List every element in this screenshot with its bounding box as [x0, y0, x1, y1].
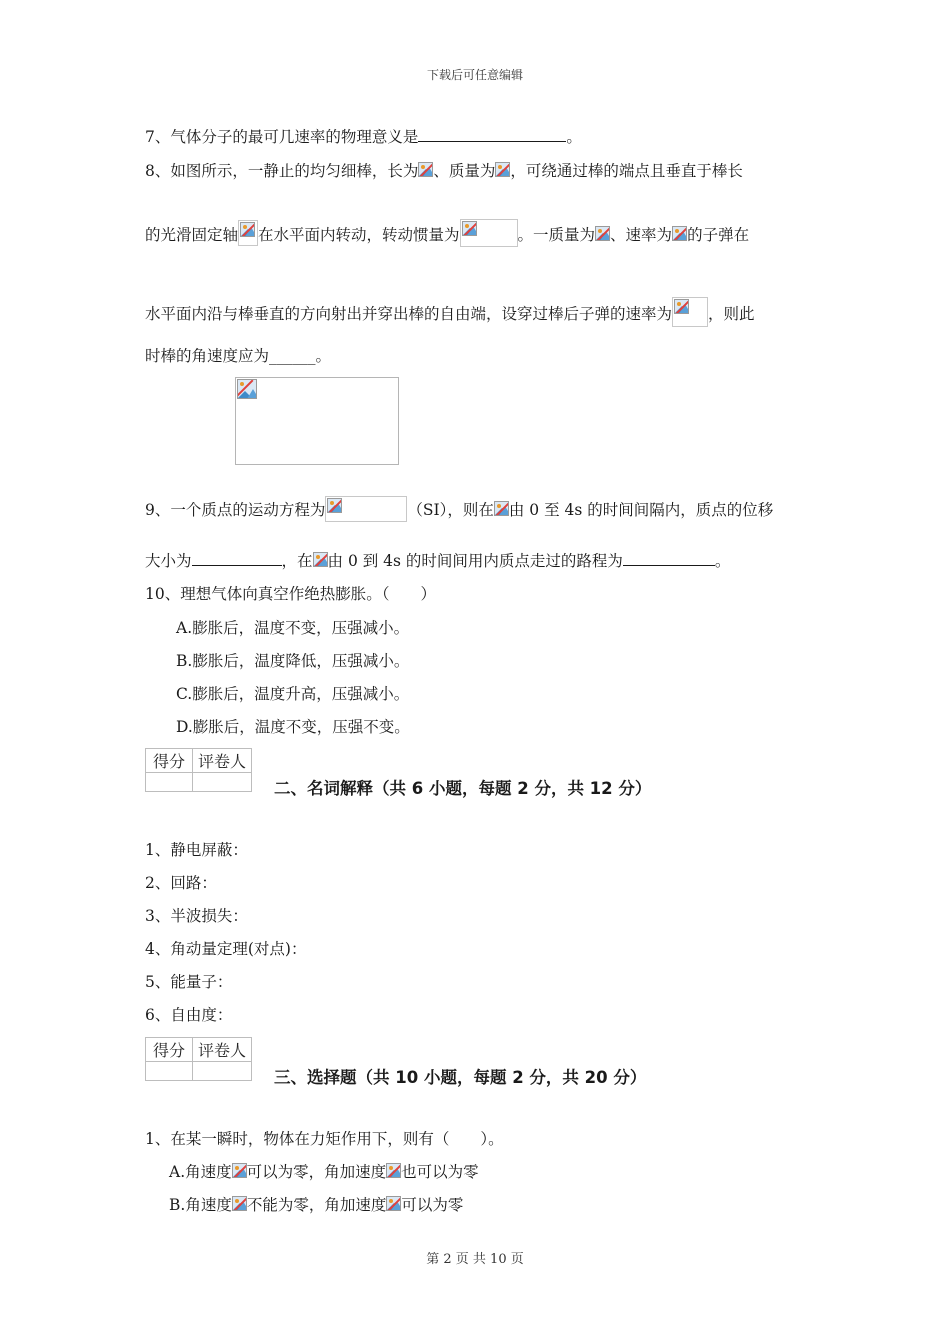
q8-blank: ______ — [269, 347, 316, 365]
q8-text-3: ，可绕通过棒的端点且垂直于棒长 — [510, 162, 743, 180]
q8-text-8: 的子弹在 — [687, 226, 750, 244]
formula-image-box — [460, 219, 518, 247]
q8-text-6: 。一质量为 — [517, 226, 596, 244]
grader-label: 评卷人 — [193, 1038, 252, 1062]
question-10-stem: 10、理想气体向真空作绝热膨胀。（ ） — [145, 585, 436, 603]
score-label: 得分 — [146, 1038, 193, 1062]
page-footer: 第 2 页 共 10 页 — [426, 1252, 524, 1267]
grader-cell — [193, 1062, 252, 1081]
q9-blank-2 — [623, 551, 715, 566]
s3-opt-b-text-1: B.角速度 — [169, 1196, 232, 1214]
image-placeholder-icon — [240, 222, 255, 239]
q8-text-10: ，则此 — [708, 305, 755, 323]
question-8-line-4 — [145, 346, 331, 366]
image-placeholder-icon — [418, 162, 433, 179]
image-placeholder-icon — [313, 552, 328, 569]
q7-text: 7、气体分子的最可几速率的物理意义是 — [145, 128, 419, 146]
q8-text-12: 。 — [315, 347, 332, 365]
q9-text-1: 9、一个质点的运动方程为 — [145, 501, 326, 519]
question-7 — [145, 127, 582, 147]
q8-text-11: 时棒的角速度应为 — [145, 347, 270, 365]
q9-text-3: 由 0 至 4s 的时间间隔内，质点的位移 — [508, 501, 774, 519]
score-cell — [146, 1062, 193, 1081]
grader-label: 评卷人 — [193, 749, 252, 773]
image-placeholder-icon — [237, 379, 257, 399]
section-2-item: 1、静电屏蔽： — [145, 841, 248, 859]
q10-option-d: D.膨胀后，温度不变，压强不变。 — [176, 718, 410, 736]
q9-text-4: 大小为 — [145, 552, 192, 570]
q8-figure-image — [235, 377, 399, 465]
s3-opt-a-text-2: 可以为零，角加速度 — [246, 1163, 387, 1181]
formula-image-box — [325, 496, 407, 522]
q10-option-b: B.膨胀后，温度降低，压强减小。 — [176, 652, 410, 670]
question-9-line-2 — [145, 551, 730, 571]
s3-opt-a-text-1: A.角速度 — [169, 1163, 232, 1181]
s3-opt-b-text-2: 不能为零，角加速度 — [246, 1196, 387, 1214]
score-table — [145, 748, 252, 792]
q8-text-4: 的光滑固定轴 — [145, 226, 239, 244]
image-placeholder-icon — [495, 162, 510, 179]
q9-text-6: 由 0 到 4s 的时间间用内质点走过的路程为 — [327, 552, 623, 570]
section-2-title: 二、名词解释（共 6 小题，每题 2 分，共 12 分） — [274, 779, 652, 798]
q8-text-5: 在水平面内转动，转动惯量为 — [258, 226, 460, 244]
image-placeholder-icon — [674, 299, 689, 316]
image-placeholder-icon — [595, 226, 610, 243]
q9-blank-1 — [192, 551, 282, 566]
score-label: 得分 — [146, 749, 193, 773]
section-2-item: 3、半波损失： — [145, 907, 248, 925]
grader-cell — [193, 773, 252, 792]
s3-q1-option-a — [169, 1162, 479, 1182]
question-8-line-1 — [145, 161, 743, 181]
q9-text-7: 。 — [714, 552, 731, 570]
section-3-title: 三、选择题（共 10 小题，每题 2 分，共 20 分） — [274, 1068, 647, 1087]
section-2-item: 2、回路： — [145, 874, 217, 892]
q9-text-5: ，在 — [281, 552, 313, 570]
q8-text-2: 、质量为 — [433, 162, 496, 180]
section-2-item: 6、自由度： — [145, 1006, 233, 1024]
q8-text-7: 、速率为 — [610, 226, 673, 244]
formula-image-box — [672, 297, 708, 327]
image-placeholder-icon — [327, 498, 342, 515]
q7-blank — [418, 127, 566, 142]
page-header: 下载后可任意编辑 — [426, 68, 523, 82]
q10-option-c: C.膨胀后，温度升高，压强减小。 — [176, 685, 410, 703]
s3-opt-a-text-3: 也可以为零 — [401, 1163, 479, 1181]
s3-q1-option-b — [169, 1195, 463, 1215]
image-placeholder-icon — [494, 501, 509, 518]
image-placeholder-icon — [386, 1163, 401, 1180]
section-2-item: 4、角动量定理(对点)： — [145, 940, 307, 958]
image-placeholder-icon — [232, 1163, 247, 1180]
section-2-item: 5、能量子： — [145, 973, 233, 991]
image-placeholder-icon — [386, 1196, 401, 1213]
image-placeholder-icon — [462, 221, 477, 238]
q7-end: 。 — [566, 128, 582, 146]
question-8-line-2 — [145, 219, 749, 247]
section-3-question-1: 1、在某一瞬时，物体在力矩作用下，则有（ ）。 — [145, 1130, 504, 1148]
s3-opt-b-text-3: 可以为零 — [401, 1196, 464, 1214]
q9-text-2: （SI），则在 — [407, 501, 494, 519]
image-placeholder-icon — [232, 1196, 247, 1213]
image-placeholder-icon — [672, 226, 687, 243]
q8-text-9: 水平面内沿与棒垂直的方向射出并穿出棒的自由端，设穿过棒后子弹的速率为 — [145, 305, 673, 323]
score-cell — [146, 773, 193, 792]
question-9-line-1 — [145, 496, 773, 522]
score-table — [145, 1037, 252, 1081]
q10-option-a: A.膨胀后，温度不变，压强减小。 — [176, 619, 410, 637]
q8-text-1: 8、如图所示，一静止的均匀细棒，长为 — [145, 162, 419, 180]
question-8-line-3 — [145, 297, 755, 327]
formula-image-box — [238, 220, 258, 246]
